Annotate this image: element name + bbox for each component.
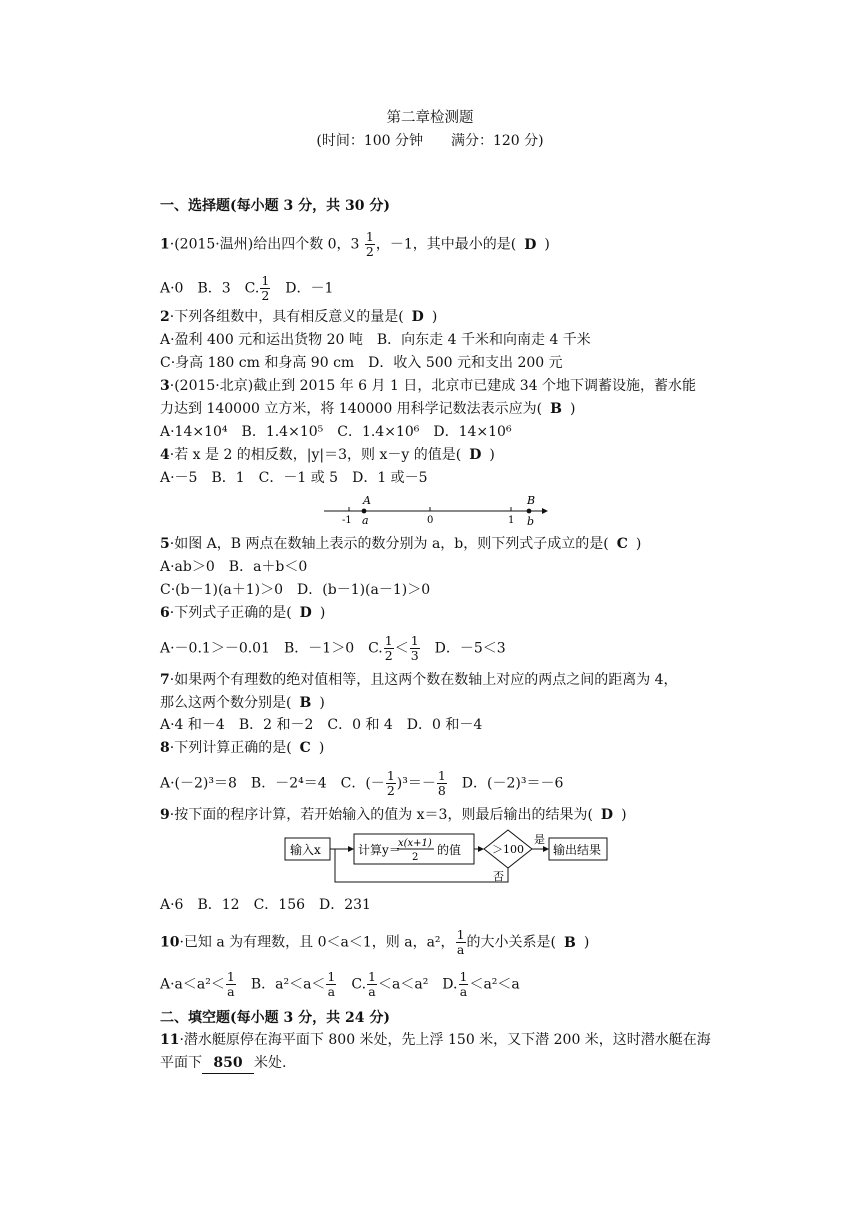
answer: D bbox=[600, 807, 614, 823]
calc-numerator: x(x+1) bbox=[398, 838, 432, 849]
answer: C bbox=[616, 536, 628, 552]
fraction bbox=[386, 769, 396, 798]
arrow-head bbox=[348, 846, 354, 852]
paren: ) bbox=[318, 740, 325, 756]
numerator: 1 bbox=[384, 633, 393, 648]
calc-suffix: 的值 bbox=[437, 843, 462, 857]
answer-blank: 850 bbox=[202, 1053, 254, 1074]
question-number: 4 bbox=[160, 447, 170, 463]
question-6 bbox=[160, 603, 325, 623]
question-text: ·若 x 是 2 的相反数，|y|＝3，则 x－y 的值是( bbox=[169, 447, 462, 463]
paren: ) bbox=[319, 605, 326, 621]
options-text: )³＝－ bbox=[396, 775, 436, 792]
denominator: a bbox=[459, 984, 468, 999]
answer: B bbox=[563, 934, 576, 951]
question-3 bbox=[160, 376, 696, 396]
fraction bbox=[384, 634, 394, 663]
question-text: ·下列各组数中，具有相反意义的量是( bbox=[169, 309, 404, 325]
question-text: ·下列式子正确的是( bbox=[169, 605, 292, 621]
fraction bbox=[260, 274, 270, 303]
question-number: 9 bbox=[160, 807, 170, 823]
fraction bbox=[326, 970, 336, 999]
options-text: ＜a＜a² bbox=[378, 976, 429, 993]
answer: D bbox=[524, 236, 537, 253]
options-2b: C·身高 180 cm 和身高 90 cm D．收入 500 元和支出 200 元 bbox=[160, 355, 563, 371]
denominator: 2 bbox=[386, 783, 395, 798]
numerator: 1 bbox=[368, 969, 376, 984]
arrow-head bbox=[543, 846, 549, 852]
question-text: 的大小关系是( bbox=[466, 934, 556, 951]
options-1 bbox=[160, 274, 333, 303]
numerator: 1 bbox=[437, 768, 446, 783]
answer: D bbox=[469, 447, 482, 463]
axis-arrow bbox=[542, 508, 548, 514]
question-number: 2 bbox=[160, 309, 170, 325]
options-text: ＜a²＜a bbox=[469, 976, 520, 993]
options-text: A·a＜a²＜ bbox=[160, 976, 225, 993]
calc-denominator: 2 bbox=[412, 852, 419, 863]
arrow-head bbox=[478, 846, 484, 852]
answer: C bbox=[299, 740, 311, 756]
question-text: ·按下面的程序计算，若开始输入的值为 x＝3，则最后输出的结果为( bbox=[169, 807, 593, 823]
options-text: D．(－2)³＝－6 bbox=[447, 775, 564, 792]
point-b bbox=[527, 509, 532, 514]
numerator: 1 bbox=[365, 229, 374, 244]
paren: ) bbox=[570, 401, 576, 417]
label-b: b bbox=[527, 515, 535, 528]
options-text: D. bbox=[428, 976, 458, 993]
question-number: 5 bbox=[160, 536, 170, 552]
options-8 bbox=[160, 769, 563, 798]
tick-label: 0 bbox=[427, 515, 434, 526]
denominator: 2 bbox=[261, 288, 270, 303]
label-a: a bbox=[362, 514, 369, 527]
question-2 bbox=[160, 307, 437, 327]
flowchart-figure bbox=[284, 828, 614, 888]
options-text: A·0 B．3 C. bbox=[160, 280, 260, 297]
question-text: 力达到 140000 立方米，将 140000 用科学记数法表示应为( bbox=[160, 401, 543, 417]
question-10 bbox=[160, 928, 589, 957]
input-label: 输入x bbox=[290, 843, 321, 857]
question-text: ·如果两个有理数的绝对值相等，且这两个数在数轴上对应的两点之间的距离为 4， bbox=[169, 672, 678, 688]
condition-label: ＞100 bbox=[492, 843, 524, 856]
question-11-cont bbox=[160, 1053, 286, 1074]
fraction bbox=[367, 970, 377, 999]
tick-label: -1 bbox=[342, 515, 352, 526]
question-text: ·(2015·温州)给出四个数 0，3 bbox=[169, 236, 360, 253]
options-5b: C·(b－1)(a＋1)＞0 D．(b－1)(a－1)＞0 bbox=[160, 582, 431, 598]
fraction bbox=[437, 769, 447, 798]
yes-label: 是 bbox=[534, 833, 545, 846]
question-11 bbox=[160, 1030, 711, 1050]
options-text: D．－5＜3 bbox=[420, 640, 506, 657]
tick-label: 1 bbox=[508, 515, 515, 526]
numerator: 1 bbox=[386, 768, 395, 783]
question-7-cont bbox=[160, 693, 325, 713]
options-text: A·－0.1＞－0.01 B．－1＞0 C. bbox=[160, 640, 383, 657]
paren: ) bbox=[635, 536, 642, 552]
question-7 bbox=[160, 670, 678, 690]
denominator: 2 bbox=[365, 244, 374, 259]
paren: ) bbox=[544, 236, 550, 253]
question-number: 3 bbox=[160, 378, 170, 394]
question-text: ·下列计算正确的是( bbox=[169, 740, 292, 756]
answer: D bbox=[411, 309, 424, 325]
denominator: 2 bbox=[384, 648, 393, 663]
paren: ) bbox=[319, 695, 325, 711]
numerator: 1 bbox=[327, 969, 336, 984]
question-9 bbox=[160, 805, 627, 825]
options-7: A·4 和－4 B．2 和－2 C．0 和 4 D．0 和－4 bbox=[160, 717, 483, 733]
question-number: 7 bbox=[160, 672, 170, 688]
denominator: 3 bbox=[410, 648, 419, 663]
question-number: 10 bbox=[160, 934, 180, 951]
paren: ) bbox=[621, 807, 627, 823]
question-1 bbox=[160, 230, 550, 259]
question-text: ·如图 A，B 两点在数轴上表示的数分别为 a，b，则下列式子成立的是( bbox=[169, 536, 609, 552]
options-3: A·14×10⁴ B．1.4×10⁵ C．1.4×10⁶ D．14×10⁶ bbox=[160, 424, 512, 440]
options-4: A·－5 B．1 C．－1 或 5 D．1 或－5 bbox=[160, 470, 428, 486]
answer: B bbox=[550, 401, 562, 417]
denominator: 8 bbox=[437, 783, 446, 798]
question-text: ·潜水艇原停在海平面下 800 米处，先上浮 150 米，又下潜 200 米，这时潜水艇在海 bbox=[179, 1032, 711, 1048]
question-text: 米处. bbox=[254, 1055, 287, 1071]
label-A: A bbox=[363, 494, 371, 507]
no-label: 否 bbox=[493, 870, 504, 883]
paren: ) bbox=[489, 447, 495, 463]
calc-prefix: 计算y＝ bbox=[358, 843, 401, 857]
fraction bbox=[456, 928, 466, 957]
label-B: B bbox=[527, 494, 536, 507]
question-text: ·(2015·北京)截止到 2015 年 6 月 1 日，北京市已建成 34 个地下调蓄设施，蓄水能 bbox=[169, 378, 697, 394]
options-2a: A·盈利 400 元和运出货物 20 吨 B．向东走 4 千米和向南走 4 千米 bbox=[160, 332, 591, 348]
question-text: ，－1，其中最小的是( bbox=[375, 236, 517, 253]
question-5 bbox=[160, 534, 641, 554]
options-text: C. bbox=[337, 976, 367, 993]
options-6 bbox=[160, 634, 506, 663]
numerator: 1 bbox=[459, 969, 468, 984]
page-title: 第二章检测题 bbox=[386, 110, 474, 126]
fraction bbox=[410, 634, 420, 663]
denominator: a bbox=[368, 984, 376, 999]
options-text: B．a²＜a＜ bbox=[236, 976, 326, 993]
numerator: 1 bbox=[226, 969, 235, 984]
denominator: a bbox=[227, 984, 235, 999]
question-number: 6 bbox=[160, 605, 170, 621]
answer: B bbox=[299, 695, 312, 711]
answer: D bbox=[299, 605, 312, 621]
question-text: 平面下 bbox=[160, 1055, 202, 1071]
output-label: 输出结果 bbox=[553, 843, 602, 857]
question-3-cont bbox=[160, 399, 575, 419]
paren: ) bbox=[583, 934, 590, 951]
numerator: 1 bbox=[410, 633, 419, 648]
options-10 bbox=[160, 970, 520, 999]
options-text: A·(－2)³＝8 B．－2⁴＝4 C．(－ bbox=[160, 775, 385, 792]
options-text: D．－1 bbox=[271, 280, 334, 297]
section-heading-choice: 一、选择题(每小题 3 分，共 30 分) bbox=[160, 198, 390, 214]
options-text: ＜ bbox=[394, 640, 409, 657]
numerator: 1 bbox=[456, 927, 465, 942]
number-line-figure bbox=[320, 492, 550, 530]
denominator: a bbox=[456, 942, 465, 957]
fraction bbox=[365, 230, 375, 259]
question-4 bbox=[160, 445, 495, 465]
question-number: 1 bbox=[160, 236, 170, 253]
question-8 bbox=[160, 738, 324, 758]
fraction bbox=[226, 970, 236, 999]
fraction bbox=[459, 970, 469, 999]
question-text: 那么这两个数分别是( bbox=[160, 695, 292, 711]
denominator: a bbox=[327, 984, 336, 999]
question-text: ·已知 a 为有理数，且 0＜a＜1，则 a，a²， bbox=[179, 934, 455, 951]
paren: ) bbox=[431, 309, 438, 325]
point-a bbox=[362, 509, 367, 514]
options-9: A·6 B．12 C．156 D．231 bbox=[160, 897, 371, 913]
question-number: 8 bbox=[160, 740, 170, 756]
options-5a: A·ab＞0 B．a＋b＜0 bbox=[160, 559, 308, 575]
page-subtitle: (时间：100 分钟 满分：120 分) bbox=[316, 133, 544, 149]
question-number: 11 bbox=[160, 1032, 180, 1048]
section-heading-fill: 二、填空题(每小题 3 分，共 24 分) bbox=[160, 1010, 390, 1026]
numerator: 1 bbox=[261, 273, 270, 288]
